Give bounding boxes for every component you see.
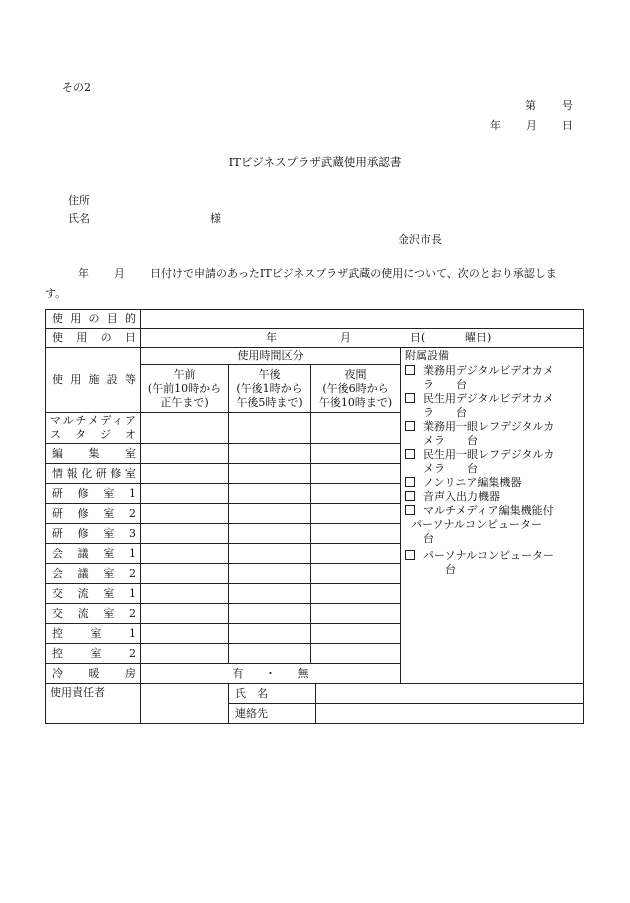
- room-cell[interactable]: [229, 584, 311, 604]
- room-cell[interactable]: [229, 484, 311, 504]
- room-cell[interactable]: [141, 444, 229, 464]
- checkbox-icon[interactable]: [405, 365, 415, 375]
- room-cell[interactable]: [311, 584, 401, 604]
- equipment-cell: [401, 348, 584, 684]
- room-cell[interactable]: [141, 504, 229, 524]
- responsible-contact-row: [229, 704, 584, 724]
- equipment-item-cont: 台: [423, 532, 434, 545]
- room-cell[interactable]: [229, 644, 311, 664]
- dai-label: 第: [525, 99, 536, 112]
- issue-day-label: 日: [562, 119, 573, 132]
- room-cell[interactable]: [311, 624, 401, 644]
- equipment-item-cont: パーソナルコンピューター: [411, 518, 543, 531]
- room-cell[interactable]: [141, 584, 229, 604]
- checkbox-icon[interactable]: [405, 477, 415, 487]
- room-label: 研 修 室 2: [46, 504, 141, 524]
- cooling-label: 冷 暖 房: [46, 664, 141, 684]
- room-cell[interactable]: [141, 644, 229, 664]
- room-cell[interactable]: [229, 524, 311, 544]
- room-cell[interactable]: [311, 524, 401, 544]
- room-label: 会 議 室 2: [46, 564, 141, 584]
- room-label: 情報化研修室: [46, 464, 141, 484]
- room-cell[interactable]: [141, 564, 229, 584]
- room-cell[interactable]: [311, 504, 401, 524]
- equipment-item[interactable]: 民生用一眼レフデジタルカ: [405, 448, 579, 462]
- room-label: 研 修 室 1: [46, 484, 141, 504]
- room-cell[interactable]: [311, 484, 401, 504]
- equipment-item[interactable]: 民生用デジタルビデオカメ: [405, 392, 579, 406]
- slot-afternoon: 午後 (午後1時から 午後5時まで): [229, 365, 311, 413]
- room-cell[interactable]: [229, 413, 311, 444]
- body-month-label: 月: [114, 267, 125, 280]
- room-cell[interactable]: [311, 564, 401, 584]
- equipment-item[interactable]: 音声入出力機器: [405, 490, 579, 504]
- responsible-contact-label: 連絡先: [229, 704, 315, 723]
- room-cell[interactable]: [141, 544, 229, 564]
- facility-label: 使 用 施 設 等: [46, 348, 141, 413]
- room-cell[interactable]: [141, 464, 229, 484]
- issue-month-label: 月: [526, 119, 537, 132]
- body-text-line-2: す。: [45, 287, 67, 300]
- equipment-heading: 附属設備: [405, 349, 449, 362]
- issue-year-label: 年: [490, 119, 501, 132]
- equipment-item[interactable]: マルチメディア編集機能付: [405, 504, 579, 518]
- document-title: ITビジネスプラザ武蔵使用承認書: [228, 155, 402, 169]
- purpose-label: 使 用 の 目 的: [46, 310, 141, 329]
- responsible-contact-table: [229, 704, 583, 723]
- equipment-item-cont: ラ 台: [423, 406, 467, 419]
- responsible-spacer: [141, 684, 229, 704]
- room-cell[interactable]: [141, 413, 229, 444]
- address-label: 住所: [68, 194, 90, 207]
- form-number: その2: [62, 81, 91, 94]
- date-year-label: 年: [266, 331, 277, 344]
- usage-table: [45, 309, 584, 724]
- room-cell[interactable]: [311, 544, 401, 564]
- checkbox-icon[interactable]: [405, 505, 415, 515]
- responsible-spacer: [141, 704, 229, 724]
- room-label: 会 議 室 1: [46, 544, 141, 564]
- responsible-name-label: 氏 名: [229, 684, 315, 703]
- room-cell[interactable]: [141, 484, 229, 504]
- date-month-label: 月: [340, 331, 351, 344]
- cooling-no[interactable]: 無: [297, 666, 309, 680]
- date-day-label: 日(: [410, 331, 426, 344]
- name-label: 氏名: [68, 212, 90, 225]
- time-division-label: 使用時間区分: [141, 348, 401, 365]
- cooling-separator: ・: [265, 666, 276, 680]
- equipment-item-cont: ラ 台: [423, 378, 467, 391]
- equipment-item-cont: メラ 台: [423, 434, 478, 447]
- equipment-item-cont: メラ 台: [423, 462, 478, 475]
- responsible-label: 使用責任者: [46, 684, 141, 724]
- room-label: 交 流 室 1: [46, 584, 141, 604]
- checkbox-icon[interactable]: [405, 393, 415, 403]
- checkbox-icon[interactable]: [405, 449, 415, 459]
- slot-evening: 夜間 (午後6時から 午後10時まで): [311, 365, 401, 413]
- responsible-name-table: [229, 684, 583, 703]
- room-label: 控 室 2: [46, 644, 141, 664]
- room-cell[interactable]: [311, 444, 401, 464]
- issuer-name: 金沢市長: [398, 233, 442, 246]
- honorific-label: 様: [210, 212, 221, 225]
- room-label: 編 集 室: [46, 444, 141, 464]
- room-cell[interactable]: [229, 564, 311, 584]
- room-cell[interactable]: [141, 524, 229, 544]
- room-cell[interactable]: [229, 624, 311, 644]
- go-label: 号: [562, 99, 573, 112]
- equipment-item-cont: 台: [445, 563, 456, 576]
- date-field[interactable]: [141, 329, 584, 348]
- room-cell[interactable]: [141, 604, 229, 624]
- checkbox-icon[interactable]: [405, 421, 415, 431]
- body-year-label: 年: [78, 267, 89, 280]
- checkbox-icon[interactable]: [405, 491, 415, 501]
- date-label: 使 用 の 日: [46, 329, 141, 348]
- cooling-yes[interactable]: 有: [232, 666, 244, 680]
- room-cell[interactable]: [229, 504, 311, 524]
- slot-morning: 午前 (午前10時から 正午まで): [141, 365, 229, 413]
- room-cell[interactable]: [311, 464, 401, 484]
- equipment-item[interactable]: 業務用一眼レフデジタルカ: [405, 420, 579, 434]
- room-label: 研 修 室 3: [46, 524, 141, 544]
- room-label: 控 室 1: [46, 624, 141, 644]
- room-multimedia-studio: マルチメディア ス タ ジ オ: [46, 413, 141, 444]
- room-cell[interactable]: [229, 464, 311, 484]
- responsible-name-row: [229, 684, 584, 704]
- room-cell[interactable]: [311, 413, 401, 444]
- room-cell[interactable]: [229, 604, 311, 624]
- responsible-name-field[interactable]: [315, 684, 583, 703]
- room-label: 交 流 室 2: [46, 604, 141, 624]
- equipment-item[interactable]: パーソナルコンピューター: [405, 549, 579, 563]
- purpose-field[interactable]: [141, 310, 584, 329]
- checkbox-icon[interactable]: [405, 550, 415, 560]
- room-cell[interactable]: [141, 624, 229, 644]
- responsible-contact-field[interactable]: [315, 704, 583, 723]
- cooling-options[interactable]: [141, 664, 401, 684]
- room-cell[interactable]: [311, 644, 401, 664]
- room-cell[interactable]: [229, 544, 311, 564]
- equipment-item[interactable]: ノンリニア編集機器: [405, 476, 579, 490]
- equipment-item[interactable]: 業務用デジタルビデオカメ: [405, 364, 579, 378]
- room-cell[interactable]: [229, 444, 311, 464]
- date-weekday-label: 曜日): [465, 331, 492, 344]
- room-cell[interactable]: [311, 604, 401, 624]
- body-text: 日付けで申請のあったITビジネスプラザ武蔵の使用について、次のとおり承認しま: [150, 267, 557, 280]
